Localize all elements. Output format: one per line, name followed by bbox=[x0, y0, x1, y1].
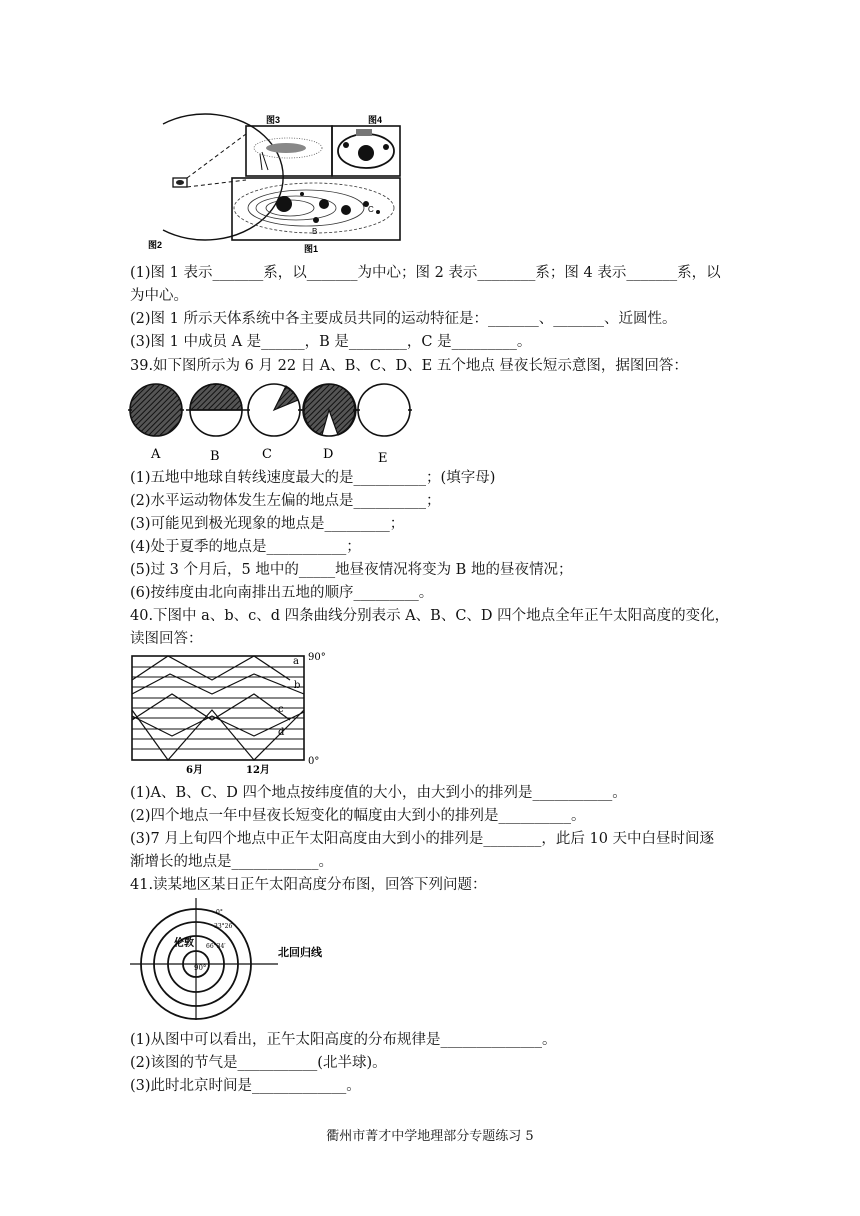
q39-line-1: (1)五地中地球自转线速度最大的是__________；(填字母) bbox=[130, 470, 496, 486]
deg-66-label: 66°34′ bbox=[206, 943, 226, 950]
q40-line-1: (1)A、B、C、D 四个地点按纬度值的大小，由大到小的排列是___________。 bbox=[130, 785, 627, 801]
q40-line-4: 渐增长的地点是____________。 bbox=[130, 854, 333, 870]
month-label-june: 6月 bbox=[186, 765, 203, 776]
q38-line-3: (2)图 1 所示天体系统中各主要成员共同的运动特征是：_______、_______、近圆性。 bbox=[130, 311, 677, 327]
page-footer: 衢州市菁才中学地理部分专题练习 5 bbox=[326, 1129, 534, 1144]
circle-D bbox=[301, 384, 357, 436]
month-label-dec: 12月 bbox=[246, 765, 270, 776]
curve-label-a: a bbox=[293, 656, 299, 667]
q39-line-3: (3)可能见到极光现象的地点是_________； bbox=[130, 516, 405, 532]
circle-B bbox=[186, 384, 246, 436]
fig1-label: 图1 bbox=[304, 244, 319, 254]
curve-label-d: d bbox=[278, 727, 285, 738]
fig2-label: 图2 bbox=[148, 240, 163, 250]
q38-line-2: 为中心。 bbox=[130, 288, 188, 304]
circle-E bbox=[356, 384, 412, 436]
svg-text:B: B bbox=[312, 227, 318, 236]
curve-label-b: b bbox=[294, 680, 301, 691]
label-A: A bbox=[151, 447, 161, 462]
deg-0-label: 0° bbox=[216, 909, 223, 916]
curve-a bbox=[132, 656, 290, 680]
chart-bottom-label: 0° bbox=[308, 756, 320, 767]
svg-text:C: C bbox=[368, 205, 374, 214]
label-E: E bbox=[378, 451, 388, 466]
q41-line-1: (1)从图中可以看出，正午太阳高度的分布规律是______________。 bbox=[130, 1032, 557, 1048]
q38-line-4: (3)图 1 中成员 A 是______，B 是________，C 是_________。 bbox=[130, 334, 532, 350]
q40-title-2: 读图回答： bbox=[130, 631, 203, 647]
q41-line-2: (2)该图的节气是___________(北半球)。 bbox=[130, 1055, 387, 1071]
q40-noon-sun-chart bbox=[128, 650, 348, 778]
label-D: D bbox=[323, 447, 334, 462]
tropic-label: 北回归线 bbox=[278, 946, 322, 959]
label-C: C bbox=[262, 447, 272, 462]
q39-line-2: (2)水平运动物体发生左偏的地点是__________； bbox=[130, 493, 441, 509]
fig3-label: 图3 bbox=[266, 115, 281, 125]
q41-title: 41.读某地区某日正午太阳高度分布图，回答下列问题： bbox=[130, 877, 487, 893]
circle-C bbox=[246, 384, 302, 436]
deg-33-label: 33°26′ bbox=[214, 923, 234, 930]
label-B: B bbox=[210, 449, 220, 464]
q39-title: 39.如下图所示为 6 月 22 日 A、B、C、D、E 五个地点 昼夜长短示意图，据图回答： bbox=[130, 358, 688, 374]
city-label: 伦敦 bbox=[174, 938, 194, 949]
q40-title-1: 40.下图中 a、b、c、d 四条曲线分别表示 A、B、C、D 四个地点全年正午太阳高度的变化， bbox=[130, 608, 730, 624]
q40-line-3: (3)7 月上旬四个地点中正午太阳高度由大到小的排列是________，此后 10 天中白昼时间逐 bbox=[130, 831, 715, 847]
curve-label-c: c bbox=[278, 704, 284, 715]
chart-top-label: 90° bbox=[308, 652, 326, 663]
q39-line-4: (4)处于夏季的地点是___________； bbox=[130, 539, 361, 555]
q39-day-night-circles bbox=[126, 378, 416, 466]
deg-90-label: 90° bbox=[194, 964, 207, 972]
q38-figure bbox=[128, 112, 403, 257]
circle-A bbox=[128, 384, 184, 436]
q40-line-2: (2)四个地点一年中昼夜长短变化的幅度由大到小的排列是__________。 bbox=[130, 808, 586, 824]
q41-line-3: (3)此时北京时间是_____________。 bbox=[130, 1078, 361, 1094]
fig4-label: 图4 bbox=[368, 115, 383, 125]
q41-concentric-map bbox=[128, 896, 328, 1024]
q39-line-6: (6)按纬度由北向南排出五地的顺序_________。 bbox=[130, 585, 434, 601]
q38-line-1: (1)图 1 表示_______系，以_______为中心；图 2 表示________系；图 4 表示_______系，以 bbox=[130, 265, 721, 281]
q39-line-5: (5)过 3 个月后，5 地中的_____地昼夜情况将变为 B 地的昼夜情况； bbox=[130, 562, 573, 578]
